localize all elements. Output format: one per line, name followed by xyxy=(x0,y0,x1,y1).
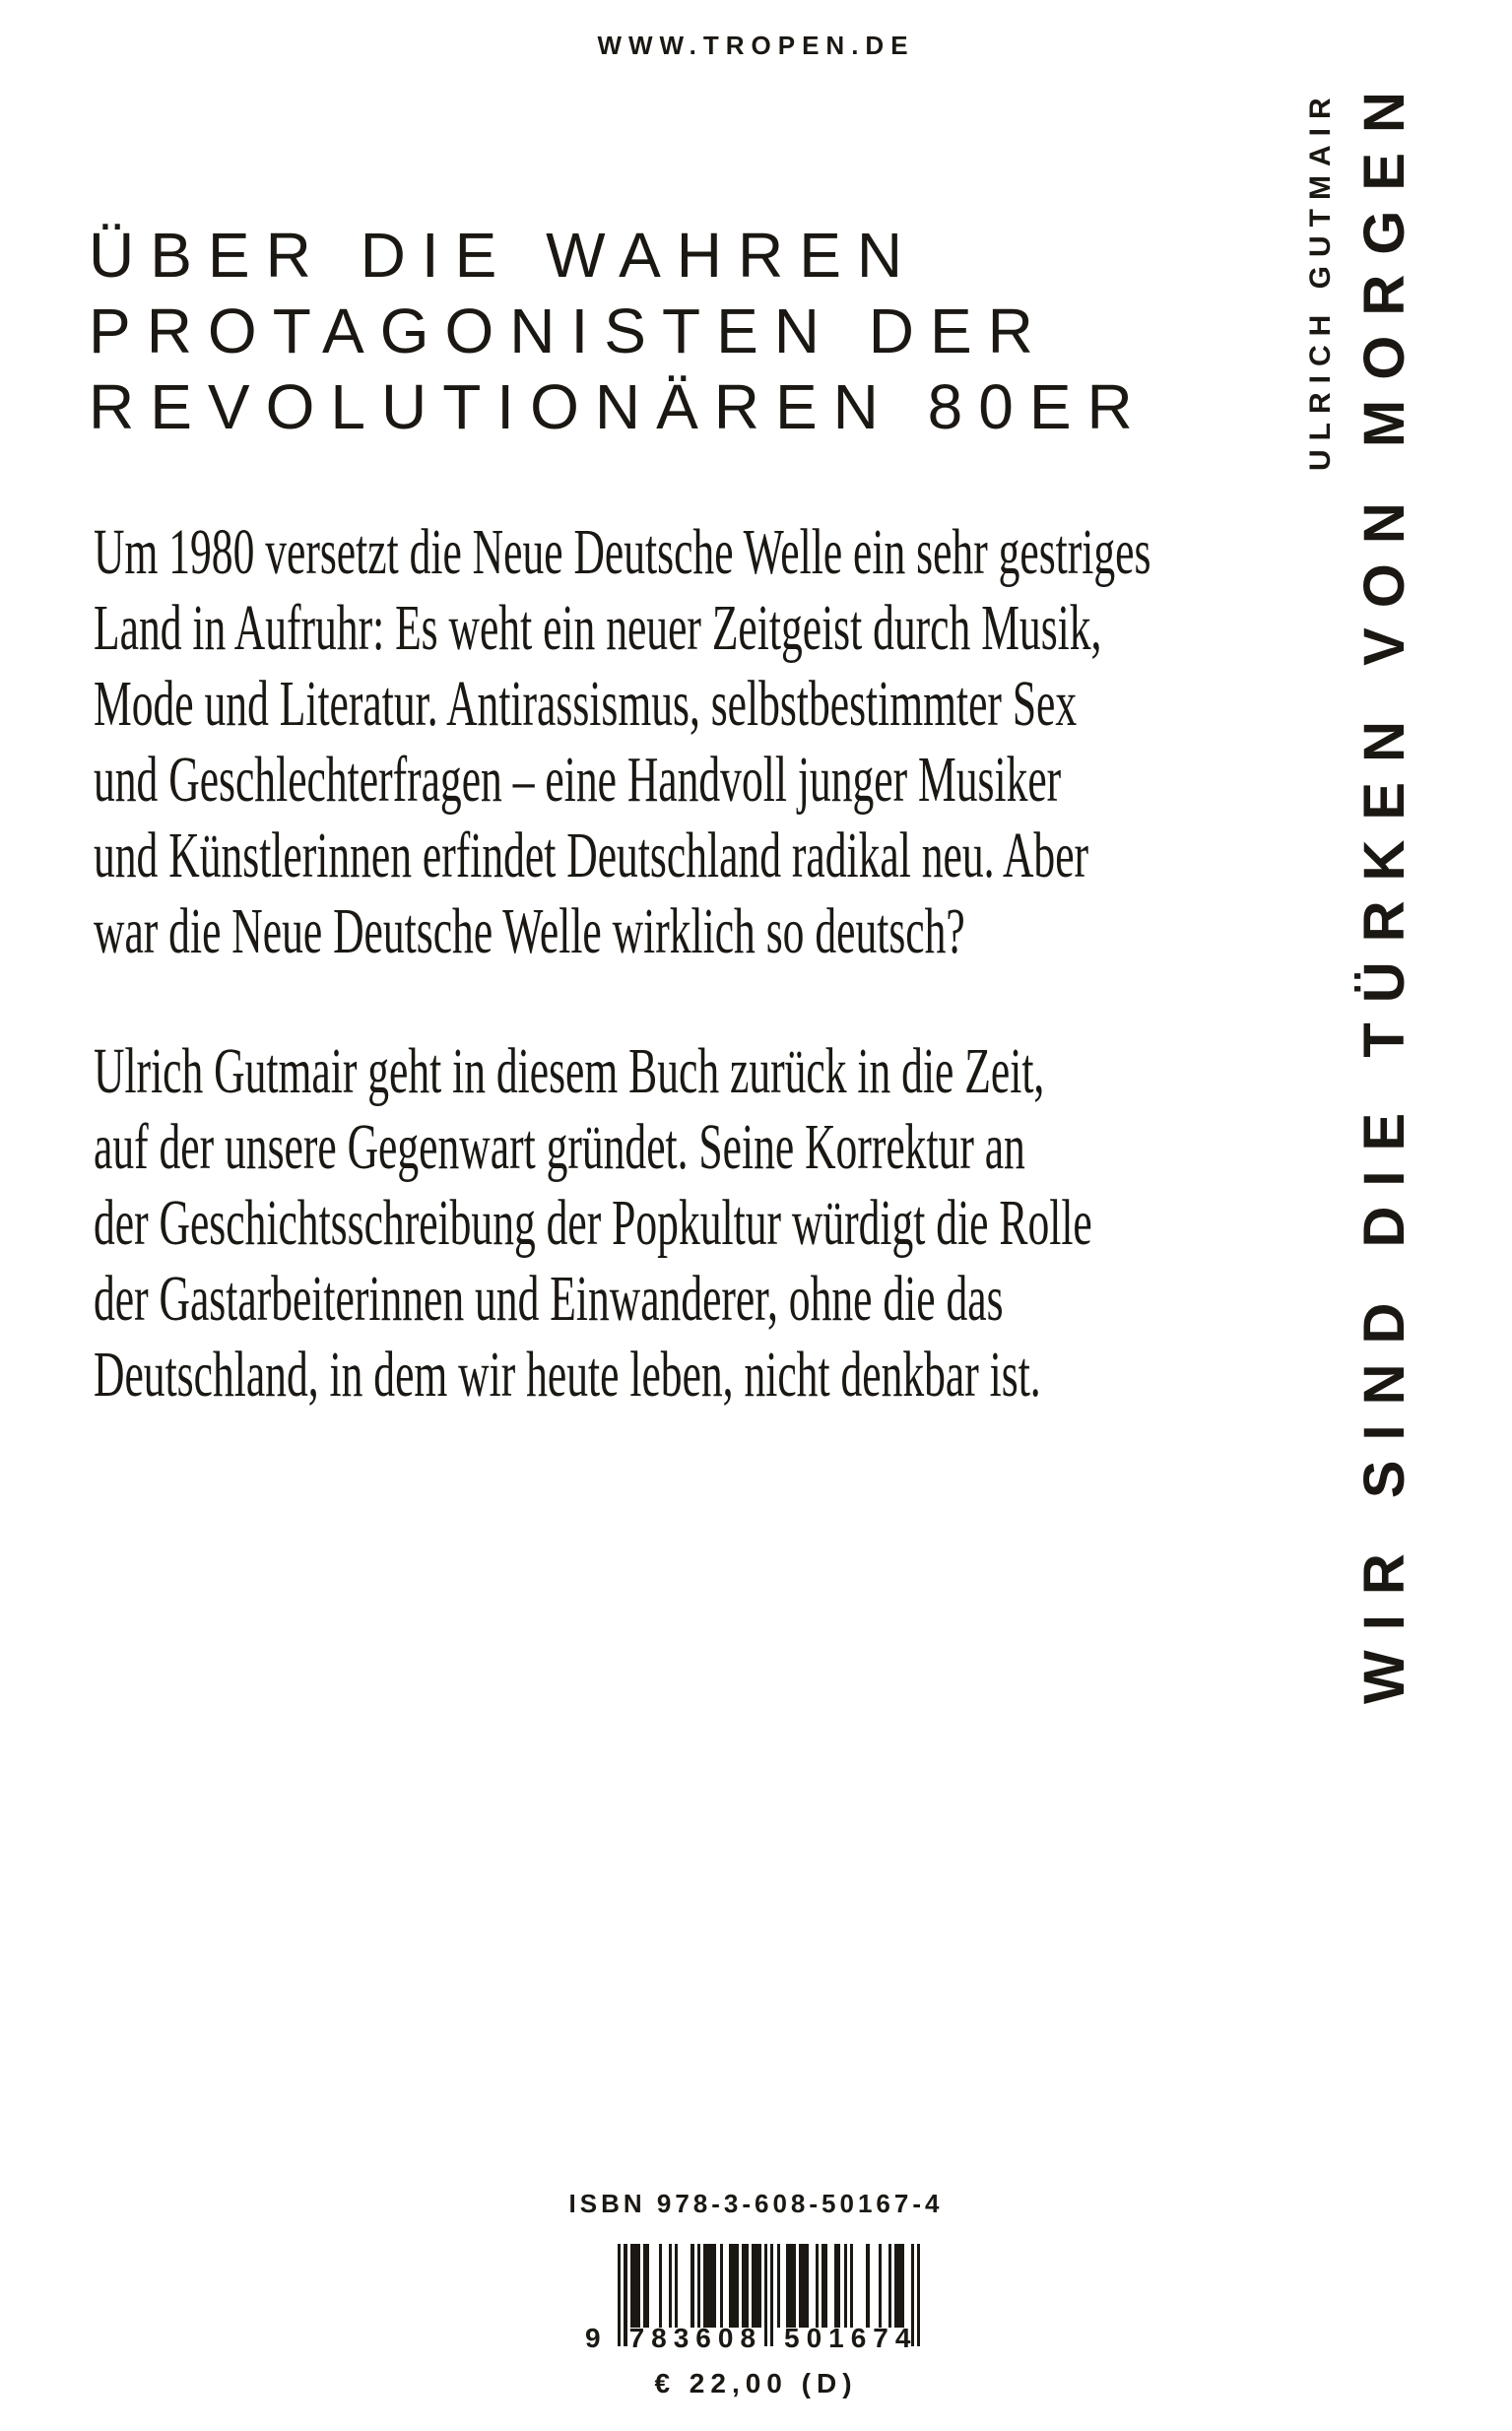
blurb-line: Land in Aufruhr: Es weht ein neuer Zeitgeist durch Musik, xyxy=(94,592,1102,664)
blurb-line: Um 1980 versetzt die Neue Deutsche Welle ein sehr gestriges xyxy=(94,516,1151,588)
blurb-line: auf der unsere Gegenwart gründet. Seine Korrektur an xyxy=(94,1111,1025,1183)
isbn-text: ISBN 978-3-608-50167-4 xyxy=(568,2189,944,2218)
blurb-paragraph-1 xyxy=(94,514,1150,969)
headline-line-3: REVOLUTIONÄREN 80ER xyxy=(89,371,1149,442)
blurb-line: der Geschichtsschreibung der Popkultur würdigt die Rolle xyxy=(94,1187,1092,1259)
barcode-lead-digit: 9 xyxy=(585,2323,608,2353)
barcode-digit-group-2: 501674 xyxy=(784,2323,918,2353)
blurb-line: war die Neue Deutsche Welle wirklich so deutsch? xyxy=(94,895,965,967)
spine-author-vertical: ULRICH GUTMAIR xyxy=(1304,89,1337,471)
blurb-paragraph-2 xyxy=(94,1033,1092,1413)
barcode-digits xyxy=(585,2325,917,2352)
headline xyxy=(89,218,1149,445)
barcode-digit-group-1: 783608 xyxy=(628,2323,763,2353)
blurb-line: der Gastarbeiterinnen und Einwanderer, ohne die das xyxy=(94,1263,1004,1335)
blurb-line: Mode und Literatur. Antirassismus, selbstbestimmter Sex xyxy=(94,668,1078,740)
blurb-line: Deutschland, in dem wir heute leben, nicht denkbar ist. xyxy=(94,1339,1041,1411)
publisher-website-url: WWW.TROPEN.DE xyxy=(597,31,915,60)
blurb-line: Ulrich Gutmair geht in diesem Buch zurück in die Zeit, xyxy=(94,1035,1045,1107)
price-text: € 22,00 (D) xyxy=(654,2368,858,2398)
blurb-line: und Geschlechterfragen – eine Handvoll junger Musiker xyxy=(94,744,1062,816)
headline-line-2: PROTAGONISTEN DER xyxy=(89,296,1049,366)
headline-line-1: ÜBER DIE WAHREN xyxy=(89,220,919,291)
blurb-line: und Künstlerinnen erfindet Deutschland radikal neu. Aber xyxy=(94,820,1089,891)
spine-title-vertical: WIR SIND DIE TÜRKEN VON MORGEN xyxy=(1352,72,1416,1704)
barcode-module xyxy=(917,2244,920,2346)
